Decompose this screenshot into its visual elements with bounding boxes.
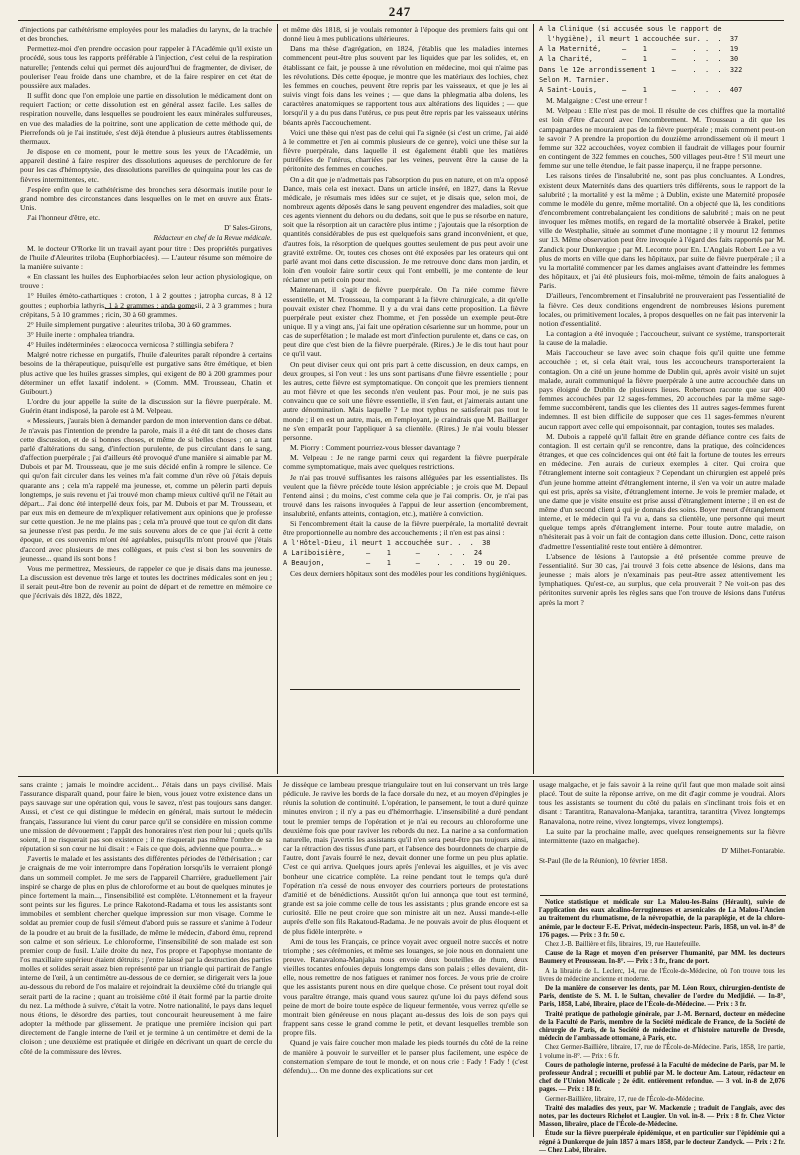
article-paragraph: Quand je vais faire coucher mon malade les pieds tournés du côté de la reine de manière à pouvoir le surveiller et le panser plus facilement, une espèce de consternation s'empare de tout le monde, et on nous crie : Fady ! Fady ! (c'est défendu).... On me donne des explications sur cet <box>283 1038 528 1075</box>
article-paragraph: et même dès 1818, si je voulais remonter à l'époque des premiers faits qui ont donné lieu à mes publications ultérieures. <box>283 25 528 44</box>
top-column-2 <box>283 25 528 773</box>
author-title: Rédacteur en chef de la Revue médicale. <box>153 233 272 243</box>
book-notice-publisher: Chez Germer-Baillière, libraire, 17, rue de l'École-de-Médecine. Paris, 1858, 1re partie, 1 volume in-8°. — Prix : 6 fr. <box>539 1044 785 1060</box>
article-paragraph: Dans ma thèse d'agrégation, en 1824, j'établis que les maladies internes commencent peut-être plus souvent par les liquides que par les solides, et, en établissant ce fait, je pousse à une révolution en médecine, moi qui n'aime pas les révolutions. Dès cette époque, je montre que les matériaux des lochies, chez les femmes en couches, peuvent être repris par les vaisseaux, et que je les ai suivis vingt fois dans les veines ; — que dans la phlegmatia alba dolens, les caractères anatomiques se rapportent tous aux altérations des liquides ; — que lorsqu'il y a du pus dans l'utérus, ce pus peut être repris par les vaisseaux utérins béants après l'accouchement. <box>283 44 528 127</box>
top-column-divider-1 <box>277 24 278 774</box>
article-paragraph: usage malgache, et je fais savoir à la reine qu'il faut que mon malade soit ainsi placé. Tout de suite la réponse arrive, on me dit d'agir comme je voudrai. Alors tous les assistants se tournent du côté du palais en s'inclinant trois fois et en disant : Tarantitra, Ranavalona-Manjaka, tarantitra, tarantitra (Vivez longtemps Ranavalona, notre reine, vivez longtemps, vivez longtemps). <box>539 780 785 826</box>
dialogue-line: M. Velpeau : Je ne range parmi ceux qui regardent la fièvre puerpérale comme symptomatique, mais avec quelques restrictions. <box>283 453 528 472</box>
mortality-row: Dans le 12e arrondissement 1 — . . . 322 <box>539 65 743 74</box>
bottom-column-divider-2 <box>533 780 534 1137</box>
article-paragraph: Les raisons tirées de l'insalubrité ne, sont pas plus concluantes. A Londres, existent deux Maternités dans des quartiers très différents, sous le rapport de la salubrité ; la mortalité y est la même ; à Dublin, existe une Maternité proposée comme le modèle du genre, même mortalité. On a objecté que là, les conditions d'encombrement contrebalançaient les conditions de salubrité ; mais on ne peut invoquer les mêmes motifs, en regard de la mortalité observée à Brakel, petite ville de Westphalie, située au sommet d'une montagne ; il y mourut 12 femmes sur 13. Même observation peut être invoquée à l'égard des faits rapportés par M. Zandick pour Dunkerque ; par M. Lecomte pour En. L'Anglais Robert Lee a vu plus de morts en ville que dans les hôpitaux, par suite de fièvre puerpérale ; il a vu la mortalité commencer par les dames anglaises avant d'atteindre les femmes des hôpitaux, et j'ai été plusieurs fois, moi-même, témoin de faits analogues à Paris. <box>539 171 785 291</box>
mortality-row: l'hygiène), il meurt 1 accouchée sur. . . 37 <box>539 35 739 44</box>
article-paragraph: On a dit que je n'admettais pas l'absorption du pus en nature, et on m'a opposé Dance, mais cela est inexact. Dans un article inséré, en 1827, dans la Revue médicale, je résumais mes idées sur ce sujet, et je disais que, selon moi, de nombreux agents déposés dans le sang peuvent engendrer des maladies, soit que ces agents viennent du dehors ou du dedans, soit que le pus se résorbe en nature, soit que la résorption ait un caractère plus intime ; j'ajoutais que la résorption de quantités considérables de pus est quelquefois sans grand inconvénient, et que, d'autres fois, la résorption de quelques gouttes seulement de pus peut avoir une gravité extrême. Or, toutes ces choses ont été exposées par les orateurs qui ont parlé avant moi dans cette discussion. Je me retrouve donc dans mon jardin, et loin d'en vouloir faire sortir ceux qui l'ont embelli, je me contente de leur réclamer un petit coin pour moi. <box>283 174 528 285</box>
bottom-column-1 <box>20 780 272 1136</box>
article-paragraph: Je dissèque ce lambeau presque triangulaire tout en lui conservant un très large pédicule. Je ravive les bords de la face dorsale du nez, et au moyen d'épingles je réunis la solution de continuité. L'opération, le pansement, le tout a duré quinze minutes environ ; il n'y a pas eu d'hémorrhagie. L'insensibilité a duré pendant tout le premier temps de l'opération et je n'ai eu recours au chloroforme une deuxième fois que pour raviver les rebords du nez. La narine a sa conformation naturelle, mais j'avertis les assistants qu'il n'en sera peut-être pas toujours ainsi, car la rétraction des tissus d'une part, et l'absence des bourdonnets de charpie de l'autre, dont j'avais fourré le nez, devait donner une forme un peu plus aplatie. C'est ce qui arriva. Quelques jours après j'enlevai les aiguilles, et je vis avec bonheur une cicatrice complète. La reine pendant tout le temps qu'a duré l'opération n'a cessé de nous envoyer des courriers porteurs de protestations d'amitié et de bénédictions. Aussitôt qu'on lui annonça que tout est terminé, grande est sa joie comme celle de tous les assistants ; plus grande encore est sa curiosité. Elle ne peut croire que son ministre ait un nez. Aussi mande-t-elle auprès d'elle son fils Rakatoud-Radama. Je ne pouvais avoir de plus éloquent et de plus fidèle interprète. » <box>283 780 528 936</box>
article-paragraph: « En classant les huiles des Euphorbiacées selon leur action physiologique, on trouve : <box>20 272 272 291</box>
top-column-3 <box>539 25 785 773</box>
article-paragraph: M. Dubois a rappelé qu'il fallait être en grande défiance contre ces faits de contagion. Il est certain qu'il se rencontre, dans la pratique, des coïncidences étranges, et que ces coïncidences qui ont été fait la fortune de toutes les erreurs en médecine. J'en aurais de curieux exemples à citer. Qui croira que l'étranglement interne soit contagieux ? Cependant un chirurgien est appelé près d'un jeune homme atteint d'étranglement interne, il s'en va voir un autre malade qui est pris, après sa visite, d'étranglement interne. Je vois le premier malade, et une dame que je visite ensuite est prise aussi d'étranglement interne ; il en est de même d'un second client à qui je donnais des soins. Boyer meurt d'étranglement interne, et le médecin qui l'a vu a, dans sa clientèle, une personne qui meurt quelque temps après d'étranglement interne. Pour toute autre maladie, on n'hésiterait pas à voir un fait de contagion dans cette illusion. Donc, cette raison d'admettre l'essentialité reste tout entière à démontrer. <box>539 431 785 551</box>
book-notice: Notice statistique et médicale sur La Malou-les-Bains (Hérault), suivie de l'application des eaux alcalino-ferrugineuses et arsenicales de La Malou-l'Ancien au traitement du rhumatisme, de la névropathie, de la paraplégie, et de la chloro-anémie, par le docteur F.-E. Privat, médecin-inspecteur. Paris, 1858, un vol. in-8° de 176 pages. — Prix : 3 fr. 50 c. <box>539 899 785 939</box>
article-paragraph: d'injections par cathétérisme employées pour les maladies du larynx, de la trachée et des bronches. <box>20 25 272 44</box>
mortality-row: Selon M. Tarnier. <box>539 75 610 84</box>
list-item: 4° Huiles indéterminées : elæococca vernicosa ? stillingia sebifera ? <box>27 340 234 350</box>
article-paragraph: « Messieurs, j'aurais bien à demander pardon de mon intervention dans ce débat. Je n'avais pas l'intention de prendre la parole, mais il a été dit tant de choses dans cette discussion, et de si bonnes choses, et même de si belles choses ; on a tant parlé d'altérations du sang, d'infection purulente, de pus circulant dans le sang, d'affection puerpérale ; j'ai d'ailleurs été provoqué d'une manière si aimable par M. Dubois et par M. Trousseau, que je me suis décidé enfin à rompre le silence. Ce qui qu'on fait circuler dans les veines m'a fait comme d'un rêve où j'étais depuis quarante ans ; cela m'a rappelé ma jeunesse, et, comme un pèlerin parti depuis longtemps, je suis revenu et j'ai trouvé mon champ mieux cultivé qu'il ne l'était au départ... J'ai donc été interpellé deux fois, par M. Dubois et par M. Trousseau, et par eux mis en demeure de m'expliquer relativement aux opinions que je professe sur cette question. Je ne me plains pas ; cela m'a prouvé que tout ce qu'on dit dans sa jeunesse n'est pas perdu. Je me suis souvenu alors de ce que j'ai écrit à cette époque, et ces souvenirs m'ont été agréables, puisqu'ils m'ont prouvé que j'étais d'accord avec plusieurs de mes collègues, et puis c'est si bon les souvenirs de jeunesse... quand ils sont bons ! <box>20 416 272 563</box>
article-paragraph: Vous me permettrez, Messieurs, de rappeler ce que je disais dans ma jeunesse. La discussion est devenue très large et toutes les doctrines médicales sont en jeu ; il serait peut-être bon de revenir au point de départ et de remettre en mémoire ce que j'écrivais dès 1822, dès 1822, <box>20 563 272 601</box>
mortality-row: A la Clinique (si accusée sous le rapport de <box>539 25 722 33</box>
article-paragraph: J'avertis le malade et les assistants des différentes périodes de l'éthérisation ; car je craignais de me voir interrompre dans l'opération lorsqu'ils le verraient plongé dans un sommeil complet. Je me sers de l'appareil Charrière, graduellement j'air inspiré se charge de plus en plus de chloroforme et au bout de quelques minutes je pince fortement la main..., l'insensibilité est complète. L'étonnement et la frayeur sont peints sur les figures. Le prince Rakotond-Radama et tous les assistants sont immobiles et semblent chercher quelque impression sur mon visage. Comme le soldat au premier coup de fusil s'émeut d'abord puis se rassure et s'anime à l'odeur de la poudre et au bruit de la fusillade, de même le médecin, d'abord ému, reprend son calme et son sérieux. Le chloroforme, l'insensibilité de son malade est son premier coup de fusil. L'aile droite du nez, l'os propre et l'apophyse montante de l'os maxillaire supérieur étaient détruits ; j'entre laissé par la destruction des parties molles et solides serait assez bien représenté par un triangle qui partirait de l'angle interne de l'œil, à un centimètre au-dessous de ce dernier, se dirigerait vers la joue au-dessous du rebord de l'os malaire et rejoindrait la deuxième côté du triangle qui serait parti de la racine ; quant au troisième côté il était formé par la partie droite du nez. La méthode à suivre, c'était la votre. Notre nationalité, le pays dans lequel nous étions, le désordre des parties, tout concourait heureusement à me faire adopter la méthode par glissement. Je pratique une première incision qui part directement de l'angle interne de l'œil et je termine à un centimètre et demi de la cloison ; une deuxième est pratiquée et dirigée en décrivant un quart de cercle du côté de la commissure des lèvres. <box>20 854 272 1056</box>
article-paragraph: J'espère enfin que le cathétérisme des bronches sera désormais inutile pour le grand nombre des circonstances dans lesquelles on le met en œuvre aux États-Unis. <box>20 184 272 212</box>
bottom-column-2 <box>283 780 528 1136</box>
list-item: 1° Huiles émèto-cathartiques : croton, 1 à 2 gouttes ; jatropha curcas, 8 à 12 gouttes ; euphorbia lathyris, 1 à 2 grammes ; anda gomesii, 2 à 3 grammes ; hura crépitans, 5 à 10 grammes ; ricin, 30 à 60 grammes. <box>20 291 272 319</box>
bottom-column-divider-1 <box>277 780 278 1137</box>
top-rule <box>18 20 784 21</box>
article-paragraph: La contagion a été invoquée ; l'accoucheur, suivant ce système, transporterait la cause de la maladie. <box>539 329 785 348</box>
mortality-row: A Lariboisière, — 1 — . . . 24 <box>283 548 483 557</box>
article-paragraph: Ami de tous les Français, ce prince voyait avec orgueil notre succès et notre triomphe ; ses cérémonies, et même ses louanges, se joie nous en donnaient une preuve. Ranavalona-Manjaka nous envoie deux bouteilles de rhum, deux vieilles tocantes enfouies depuis longtemps dans son palais ; elles devaient, dit-elle, nous remettre de nos fatigues et ranimer nos forces. Je vous prie de croire que les assistants purent nous en dire quelque chose. Ce présent tout royal doit vous paraître étrange, mais quand vous saurez qu'une loi du pays défend sous peine de mort de boire toute espèce de liqueur fermentée, vous verrez qu'elle se montrait bien généreuse en nous plaçant au-dessus des lois de son pays qui frappent sans cesse le grand comme le petit, et devant lesquelles tremble son propre fils. <box>283 936 528 1038</box>
article-paragraph: M. le docteur O'Rorke lit un travail ayant pour titre : Des propriétés purgatives de l'huile d'Aleurites triloba (Euphorbiacées). — L'auteur résume son mémoire de la manière suivante : <box>20 243 272 271</box>
book-notice-publisher: Germer-Baillière, libraire, 17, rue de l'École-de-Médecine. <box>545 1095 705 1103</box>
list-item: 2° Huile simplement purgative : aleurites triloba, 30 à 60 grammes. <box>27 319 232 329</box>
article-paragraph: Il suffit donc que l'on emploie une partie en dissolution le médicament dont on requiert l'action; or cette dissolution est en général assez facile. Les salles de respiration nouvelle, dans lesquelles se poudroient les eaux minérales sulfureuses, en vue des maladies de la poitrine, sont une application de cette méthode qui, de Pierrefonds où je l'ai instituée, s'est déjà étendue à plusieurs autres établissements thermaux. <box>20 91 272 146</box>
article-paragraph: Maintenant, il s'agit de fièvre puerpérale. On l'a niée comme fièvre essentielle, et M. Trousseau, la comparant à la fièvre chirurgicale, a dit qu'elle pouvait exister chez l'homme. Il y a du vrai dans cette proposition. La fièvre puerpérale peut exister chez l'homme, et j'en possède un exemple peut-être unique. Il y a vingt ans, j'ai fait une opération césarienne sur un homme, pour un cas de superfétation ; le malade est mort d'infection purulente et, dans ce cas, on peut dire que c'est bien de la fièvre puerpérale. (Rires.) Je le dis tout haut pour ce qu'il vaut. <box>283 285 528 359</box>
article-paragraph: M. Velpeau : Elle n'est pas de moi. Il résulte de ces chiffres que la mortalité est loin d'être d'accord avec l'encombrement. M. Trousseau a dit que les campagnardes ne mouraient pas de la fièvre puerpérale ; mais comment peut-on le savoir ? A prendre la proportion du douzième arrondissement où il meurt 1 femme sur 322 accouchées, voyez combien il faudrait de villages pour fournir en contingent de 322 femmes en couches, 500 villages peut-être ! S'il meurt une femme sur une telle étendue, le fait passe inaperçu, il ne frappe personne. <box>539 106 785 171</box>
article-paragraph: Je dispose en ce moment, pour le mettre sous les yeux de l'Académie, un appareil destiné à faire respirer des dissolutions aqueuses de perchlorure de fer pour les cas d'hémoptysie, des dissolutions pareilles de quinquina pour les cas de fièvres intermittentes, etc. <box>20 147 272 184</box>
author-signature: D' Milhet-Fontarabie. <box>721 846 785 856</box>
book-notice: De la manière de conserver les dents, par M. Léon Roux, chirurgien-dentiste de Paris, dentiste de S. M. I. le Sultan, chevalier de l'ordre du Medjidié. — In-8°, Paris, 1858, Labé, libraire, place de l'École-de-Médecine. — Prix : 3 fr. <box>539 985 785 1009</box>
list-item: 3° Huile inerte : omphalea triandra. <box>27 330 135 339</box>
article-paragraph: J'ai l'honneur d'être, etc. <box>27 213 101 223</box>
mortality-row: A la Maternité, — 1 — . . . 19 <box>539 45 739 54</box>
page-number: 247 <box>388 4 412 19</box>
dialogue-line: M. Malgaigne : C'est une erreur ! <box>546 96 648 106</box>
book-notice-publisher: A la librairie de L. Leclerc, 14, rue de l'École-de-Médecine, où l'on trouve tous les livres de médecine ancienne et moderne. <box>539 967 785 983</box>
top-column-divider-2 <box>533 24 534 774</box>
book-notice: Traité pratique de pathologie générale, par J.-M. Bernard, docteur en médecine de la Faculté de Paris, membre de la Société médicale de France, de la Société de chirurgie de Paris, de la Société de médecine et d'histoire naturelle de Dresde, médecin de l'ambassade ottomane, à Paris, etc. <box>539 1010 785 1043</box>
dialogue-line: M. Piorry : Comment pourriez-vous blesser davantage ? <box>290 443 461 453</box>
mortality-row: A Saint-Louis, — 1 — . . . 407 <box>539 85 743 94</box>
section-divider <box>18 776 784 777</box>
article-paragraph: Malgré notre richesse en purgatifs, l'huile d'aleurites paraît répondre à certains besoins de la thérapeutique, puisqu'elle est purgative sans être émétique, et bien plus active que les huiles grasses simples, qui exigent de 80 à 200 grammes pour déterminer un effet laxatif indolent. » (Comm. MM. Trousseau, Chatin et Guibourt.) <box>20 350 272 396</box>
article-paragraph: sans crainte ; jamais le moindre accident... J'étais dans un pays civilisé. Mais l'assurance disparaît quand, pour faire le bien, vous jouez votre existence dans un pays sauvage sur une opération qui, vous le savez, n'est pas toujours sans danger. Aussi, et c'est ce qui distingue le médecin en général, mais surtout le médecin français, l'assurance lui vient du cœur parce qu'il se considère en mission comme une mission de dévouement ; l'appât des honoraires n'est rien pour lui ; quels qu'ils soient, il ne risquerait pas son existence ; il ne risquerait pas même l'ombre de sa réputation si son cœur ne lui disait : « Fais ce que dois, advienne que pourra... » <box>20 780 272 854</box>
mortality-row: A la Charité, — 1 — . . . 30 <box>539 55 739 64</box>
author-signature: D' Sales-Girons, <box>224 223 272 233</box>
notices-divider <box>540 895 786 896</box>
article-paragraph: D'ailleurs, l'encombrement et l'insalubrité ne prouveraient pas l'essentialité de la fièvre. Ces deux conditions engendrent de nombreuses lésions purement locales, ou primitivement locales, à propos desquelles on ne fait pas intervenir la notion d'essentialité. <box>539 291 785 328</box>
article-paragraph: Mais l'accoucheur se lave avec soin chaque fois qu'il quitte une femme accouchée ; et, si cela était vrai, tous les accoucheurs transporteraient la contagion. On a cité un jeune homme de Dublin qui, après avoir visité un sujet malade, aurait communiqué la fièvre puerpérale à une autre accouchée dans un pays éloigné de Dublin de plusieurs lieues. Robertson raconte que sur 400 femmes accouchées par 12 sages-femmes, 20 accouchées par la même sage-femme succombèrent, tandis que les clientes des 11 autres sages-femmes furent indemnes. Il est bien difficile de supposer que ces 11 sages-femmes n'eurent aucun rapport avec celle qui empoisonnait, par contagion, toutes ses malades. <box>539 348 785 431</box>
article-paragraph: Voici une thèse qui n'est pas de celui qui l'a signée (si c'est un crime, j'ai aidé à le commettre et j'en ai commis plusieurs de ce genre), voici une thèse sur la fièvre puerpérale, dans laquelle il est également établi que les matières putréfiées de l'utérus, charriées par les veines, peuvent être la cause de la péritonite des femmes en couches. <box>283 127 528 174</box>
article-paragraph: Permettez-moi d'en prendre occasion pour rappeler à l'Académie qu'il existe un procédé, sous tous les rapports préférable à l'injection, c'est celui de la respiration naturelle; j'entends celui qui permet dès aujourd'hui de fragmenter, de diviser, de pouleriser l'eau froide dans une chambre, et de la faire respirer en cet état de poussière aux malades. <box>20 44 272 90</box>
article-paragraph: L'ordre du jour appelle la suite de la discussion sur la fièvre puerpérale. M. Guérin étant indisposé, la parole est à M. Velpeau. <box>20 397 272 416</box>
article-paragraph: Si l'encombrement était la cause de la fièvre puerpérale, la mortalité devrait être proportionnelle au nombre des accouchements ; il n'en est pas ainsi : <box>283 519 528 538</box>
book-notice: Cause de la Rage et moyen d'en préserver l'humanité, par MM. les docteurs Baumery et Prousseau. In-8°. — Prix : 3 fr., franc de port. <box>539 950 785 966</box>
book-notices <box>539 899 785 1154</box>
book-notice: Cours de pathologie interne, professé à la Faculté de médecine de Paris, par M. le professeur Andral ; recueilli et publié par M. le docteur Am. Latour, rédacteur en chef de l'Union Médicale ; 2e édit. entièrement refondue. — 3 vol. in-8 de 2,076 pages. — Prix : 18 fr. <box>539 1061 785 1094</box>
mortality-row: A l'Hôtel-Dieu, il meurt 1 accouchée sur. . . 38 <box>283 538 491 547</box>
article-paragraph: La suite par la prochaine malle, avec quelques renseignements sur la fièvre intermittente (tazo en malgache). <box>539 826 785 845</box>
book-notice: Traité des maladies des yeux, par W. Mackenzie ; traduit de l'anglais, avec des notes, par les docteurs Richelot et Laugier. Un vol. in-8. — Prix : 8 fr. Chez Victor Masson, libraire, place de l'École-de-Médecine. <box>539 1104 785 1129</box>
book-notice-publisher: Chez J.-B. Baillière et fils, libraires, 19, rue Hautefeuille. <box>545 941 701 949</box>
article-paragraph: Je n'ai pas trouvé suffisantes les raisons alléguées par les essentialistes. Ils veulent que la fièvre précède toute lésion appréciable ; je crois que M. Depaul l'entend ainsi ; du moins, c'est comme cela que je l'ai compris. Or, je n'ai pas trouvé dans les raisons invoquées à l'appui de leur assertion (encombrement, insalubrité, enfants atteints, contagion, etc.), matière à conviction. <box>283 472 528 519</box>
dateline: St-Paul (île de la Réunion), 10 février 1858. <box>539 856 668 866</box>
article-paragraph: Ces deux derniers hôpitaux sont des modèles pour les conditions hygiéniques. <box>290 569 527 579</box>
mortality-row: A Beaujon, — 1 — . . . 19 ou 20. <box>283 558 512 567</box>
article-paragraph: On peut diviser ceux qui ont pris part à cette discussion, en deux camps, en deux groupes, si l'on veut : les uns sont partisans d'une fièvre essentielle ; pour les autres, cette fièvre est symptomatique. On conçoit que les premiers tiennent au mot fièvre et que les seconds n'en veulent pas. Pour moi, je ne suis pas convaincu que ce soit une fièvre essentielle, il s'en faut, et j'aimerais autant une autre dénomination. Mais laquelle ? Le mot typhus ne satisferait pas tout le monde ; il en est un autre, mais, en l'employant, je craindrais que M. Baillarger ne s'en emparât pour l'appliquer à sa clientèle. (Rires.) Je n'ai voulu blesser personne. <box>283 359 528 442</box>
top-column-1 <box>20 25 272 773</box>
book-notice: Étude sur la fièvre puerpérale épidémique, et en particulier sur l'épidémie qui a régné à Dunkerque de juin 1857 à mars 1858, par le docteur Zandyck. — Prix : 2 fr. — Chez Labé, libraire. <box>539 1130 785 1154</box>
bottom-column-3 <box>539 780 785 893</box>
article-paragraph: L'absence de lésions à l'autopsie a été présentée comme preuve de l'essentialité. Sur 30 cas, j'ai trouvé 3 fois cette absence de lésions, dans ma jeunesse ; mais alors je n'examinais pas peut-être assez attentivement les lymphatiques. Qu'est-ce, au surplus, que cela prouverait ? Ne voit-on pas des péritonites survenir après les règles sans que l'on trouve de lésions dans l'utérus après la mort ? <box>539 551 785 607</box>
